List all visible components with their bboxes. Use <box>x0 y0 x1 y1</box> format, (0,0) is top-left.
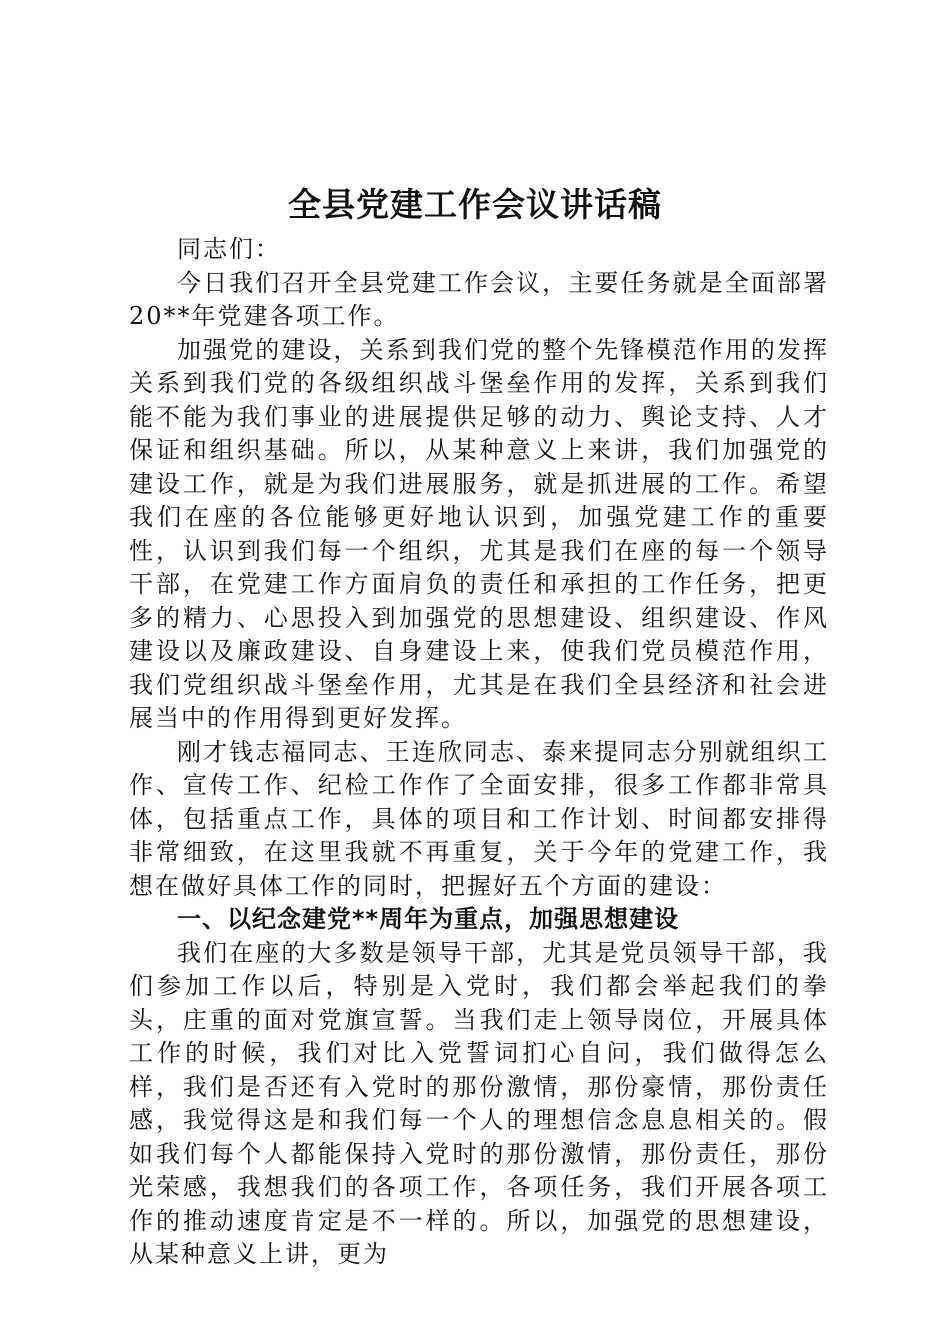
document-body <box>129 233 829 1272</box>
paragraph-arrangement: 刚才钱志福同志、王连欣同志、泰来提同志分别就组织工作、宣传工作、纪检工作作了全面安排，很多工作都非常具体，包括重点工作，具体的项目和工作计划、时间都安排得非常细致，在这里我就不再重复，关于今年的党建工作，我想在做好具体工作的同时，把握好五个方面的建设： <box>129 737 829 900</box>
section-heading: 一、以纪念建党**周年为重点，加强思想建设 <box>177 905 680 933</box>
salutation: 同志们： <box>177 235 281 263</box>
paragraph-importance: 加强党的建设，关系到我们党的整个先锋模范作用的发挥关系到我们党的各级组织战斗堡垒作用的发挥，关系到我们能不能为我们事业的进展提供足够的动力、舆论支持、人才保证和组织基础。所以，从某种意义上来讲，我们加强党的建设工作，就是为我们进展服务，就是抓进展的工作。希望我们在座的各位能够更好地认识到，加强党建工作的重要性，认识到我们每一个组织，尤其是我们在座的每一个领导干部，在党建工作方面肩负的责任和承担的工作任务，把更多的精力、心思投入到加强党的思想建设、组织建设、作风建设以及廉政建设、自身建设上来，使我们党员模范作用，我们党组织战斗堡垒作用，尤其是在我们全县经济和社会进展当中的作用得到更好发挥。 <box>129 335 829 732</box>
paragraph-intro: 今日我们召开全县党建工作会议，主要任务就是全面部署20**年党建各项工作。 <box>129 268 829 330</box>
paragraph-ideology: 我们在座的大多数是领导干部，尤其是党员领导干部，我们参加工作以后，特别是入党时，我们都会举起我们的拳头，庄重的面对党旗宣誓。当我们走上领导岗位，开展具体工作的时候，我们对比入党誓词扪心自问，我们做得怎么样，我们是否还有入党时的那份激情，那份豪情，那份责任感，我觉得这是和我们每一个人的理想信念息息相关的。假如我们每个人都能保持入党时的那份激情，那份责任，那份光荣感，我想我们的各项工作，各项任务，我们开展各项工作的推动速度肯定是不一样的。所以，加强党的思想建设，从某种意义上讲，更为 <box>129 938 829 1268</box>
document-title: 全县党建工作会议讲话稿 <box>288 185 662 224</box>
